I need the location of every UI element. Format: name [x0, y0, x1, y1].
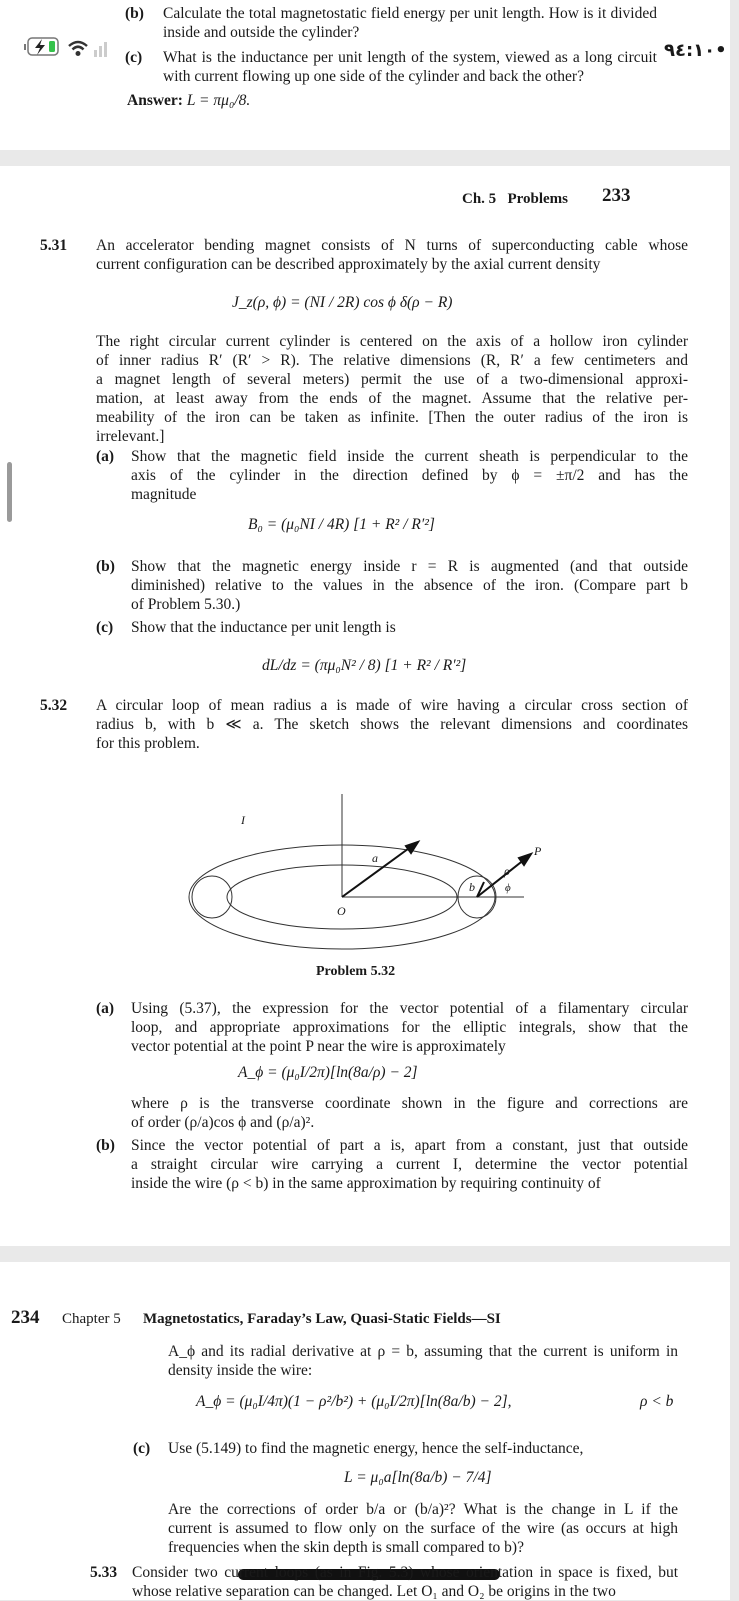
page-234 [0, 1262, 730, 1600]
text-line: for this problem. [96, 735, 200, 752]
text-line: irrelevant.] [96, 428, 165, 445]
answer-value: L = πμ₀/8. [186, 92, 251, 109]
label-rho: ρ [504, 864, 510, 878]
part-b-label: (b) [125, 5, 144, 22]
page-233 [0, 166, 730, 1246]
text-line: What is the inductance per unit length of the system, viewed as a long circuit [163, 49, 657, 66]
text-line: Are the corrections of order b/a or (b/a)²? What is the change in L if the [168, 1501, 678, 1518]
text-line: whose relative separation can be changed. Let O₁ and O₂ be origins in the two [132, 1583, 616, 1600]
answer-label: Answer: [127, 92, 183, 109]
label-a: a [372, 851, 378, 865]
part-c-label: (c) [125, 49, 143, 66]
part-c-label: (c) [133, 1440, 151, 1457]
text-line: density inside the wire: [168, 1362, 313, 1379]
text-line: Calculate the total magnetostatic field energy per unit length. How is it divided [163, 5, 657, 22]
problem-5-32-number: 5.32 [40, 697, 68, 714]
text-line: radius b, with b ≪ a. The sketch shows the relevant dimensions and coordinates [96, 716, 688, 733]
page-top-fragment [0, 0, 730, 150]
part-b-label: (b) [96, 558, 115, 575]
label-origin: O [337, 904, 346, 918]
header-title: Problems [507, 191, 568, 207]
text-line: Since the vector potential of part a is, apart from a constant, just that outside [131, 1137, 688, 1154]
text-line: a straight circular wire carrying a current I, determine the vector potential [131, 1156, 688, 1173]
text-line: Show that the magnetic energy inside r = R is augmented (and that outside [131, 558, 688, 575]
label-phi: ϕ [505, 882, 511, 894]
text-line: current is assumed to flow only on the surface of the wire (as occurs at high [168, 1520, 678, 1537]
text-line: where ρ is the transverse coordinate shown in the figure and corrections are [131, 1095, 688, 1112]
text-line: of order (ρ/a)cos ϕ and (ρ/a)². [131, 1114, 315, 1131]
left-cross-section [192, 876, 232, 918]
text-line: Using (5.37), the expression for the vector potential of a filamentary circular [131, 1000, 688, 1017]
status-time: ٩٤:١٠• [664, 40, 727, 61]
text-line: current configuration can be described approximately by the axial current density [96, 256, 601, 273]
text-line: Consider two current loops (as in Fig. 5.3) whose orientation in space is fixed, but [132, 1564, 678, 1581]
text-line: Use (5.149) to find the magnetic energy, hence the self-inductance, [168, 1440, 584, 1457]
text-line: mation, at least away from the ends of the magnet. Assume that the relative per- [96, 390, 688, 407]
equation-vector-potential: A_ϕ = (μ₀I/2π)[ln(8a/ρ) − 2] [238, 1064, 418, 1081]
text-line: vector potential at the point P near the wire is approximately [131, 1038, 506, 1055]
text-line: with current flowing up one side of the cylinder and back the other? [163, 68, 584, 85]
text-line: A_ϕ and its radial derivative at ρ = b, assuming that the current is uniform in [168, 1343, 678, 1360]
text-line: Show that the inductance per unit length is [131, 619, 396, 636]
text-line: of Problem 5.30.) [131, 596, 241, 613]
equation-inductance: dL/dz = (πμ₀N² / 8) [1 + R² / R′²] [262, 657, 467, 674]
part-c-label: (c) [96, 619, 114, 636]
equation-b0: B₀ = (μ₀NI / 4R) [1 + R² / R′²] [248, 516, 435, 533]
problem-5-31-number: 5.31 [40, 237, 68, 254]
page-number: 233 [602, 185, 631, 206]
equation-condition: ρ < b [640, 1393, 674, 1410]
problem-5-33-number: 5.33 [90, 1564, 118, 1581]
answer [127, 91, 250, 110]
part-a-label: (a) [96, 1000, 115, 1017]
text-line: inside the wire (ρ < b) in the same approximation by requiring continuity of [131, 1175, 601, 1192]
text-line: loop, and appropriate approximations for the elliptic integrals, show that the [131, 1019, 688, 1036]
equation-inside-potential: A_ϕ = (μ₀I/4π)(1 − ρ²/b²) + (μ₀I/2π)[ln(8a/b) − 2], [196, 1393, 512, 1410]
chapter-title: Magnetostatics, Faraday’s Law, Quasi-Static Fields—SI [143, 1311, 501, 1327]
text-line: diminished) relative to the values in the absence of the iron. (Compare part b [131, 577, 688, 594]
page-number: 234 [11, 1307, 40, 1328]
text-line: An accelerator bending magnet consists of N turns of superconducting cable whose [96, 237, 688, 254]
text-line: inside and outside the cylinder? [163, 24, 360, 41]
wifi-icon [67, 38, 89, 62]
part-b-label: (b) [96, 1137, 115, 1154]
equation-current-density: J_z(ρ, ϕ) = (NI / 2R) cos ϕ δ(ρ − R) [232, 294, 453, 311]
chapter-label: Chapter 5 [62, 1311, 121, 1327]
text-line: magnitude [131, 486, 197, 503]
text-line: Show that the magnetic field inside the current sheath is perpendicular to the [131, 448, 688, 465]
text-line: axis of the cylinder in the direction defined by ϕ = ±π/2 and has the [131, 467, 688, 484]
scrollbar[interactable] [7, 462, 12, 522]
figure-caption: Problem 5.32 [316, 964, 396, 979]
label-P: P [534, 844, 542, 858]
text-line: frequencies when the skin depth is small compared to b)? [168, 1539, 524, 1556]
signal-icon [94, 42, 114, 62]
label-current: I [241, 813, 245, 827]
header-chapter: Ch. 5 [462, 191, 497, 207]
text-line: A circular loop of mean radius a is made of wire having a circular cross section of [96, 697, 688, 714]
text-line: a magnet length of several meters) permit the use of a two-dimensional approxi- [96, 371, 688, 388]
equation-self-inductance: L = μ₀a[ln(8a/b) − 7/4] [344, 1469, 492, 1486]
text-line: of inner radius R′ (R′ > R). The relative dimensions (R, R′ a few centimeters and [96, 352, 688, 369]
battery-charging-icon [22, 35, 62, 63]
text-line: meability of the iron can be taken as infinite. [Then the outer radius of the iron is [96, 409, 688, 426]
label-b: b [469, 880, 475, 894]
part-a-label: (a) [96, 448, 115, 465]
text-line: The right circular current cylinder is centered on the axis of a hollow iron cylinder [96, 333, 688, 350]
